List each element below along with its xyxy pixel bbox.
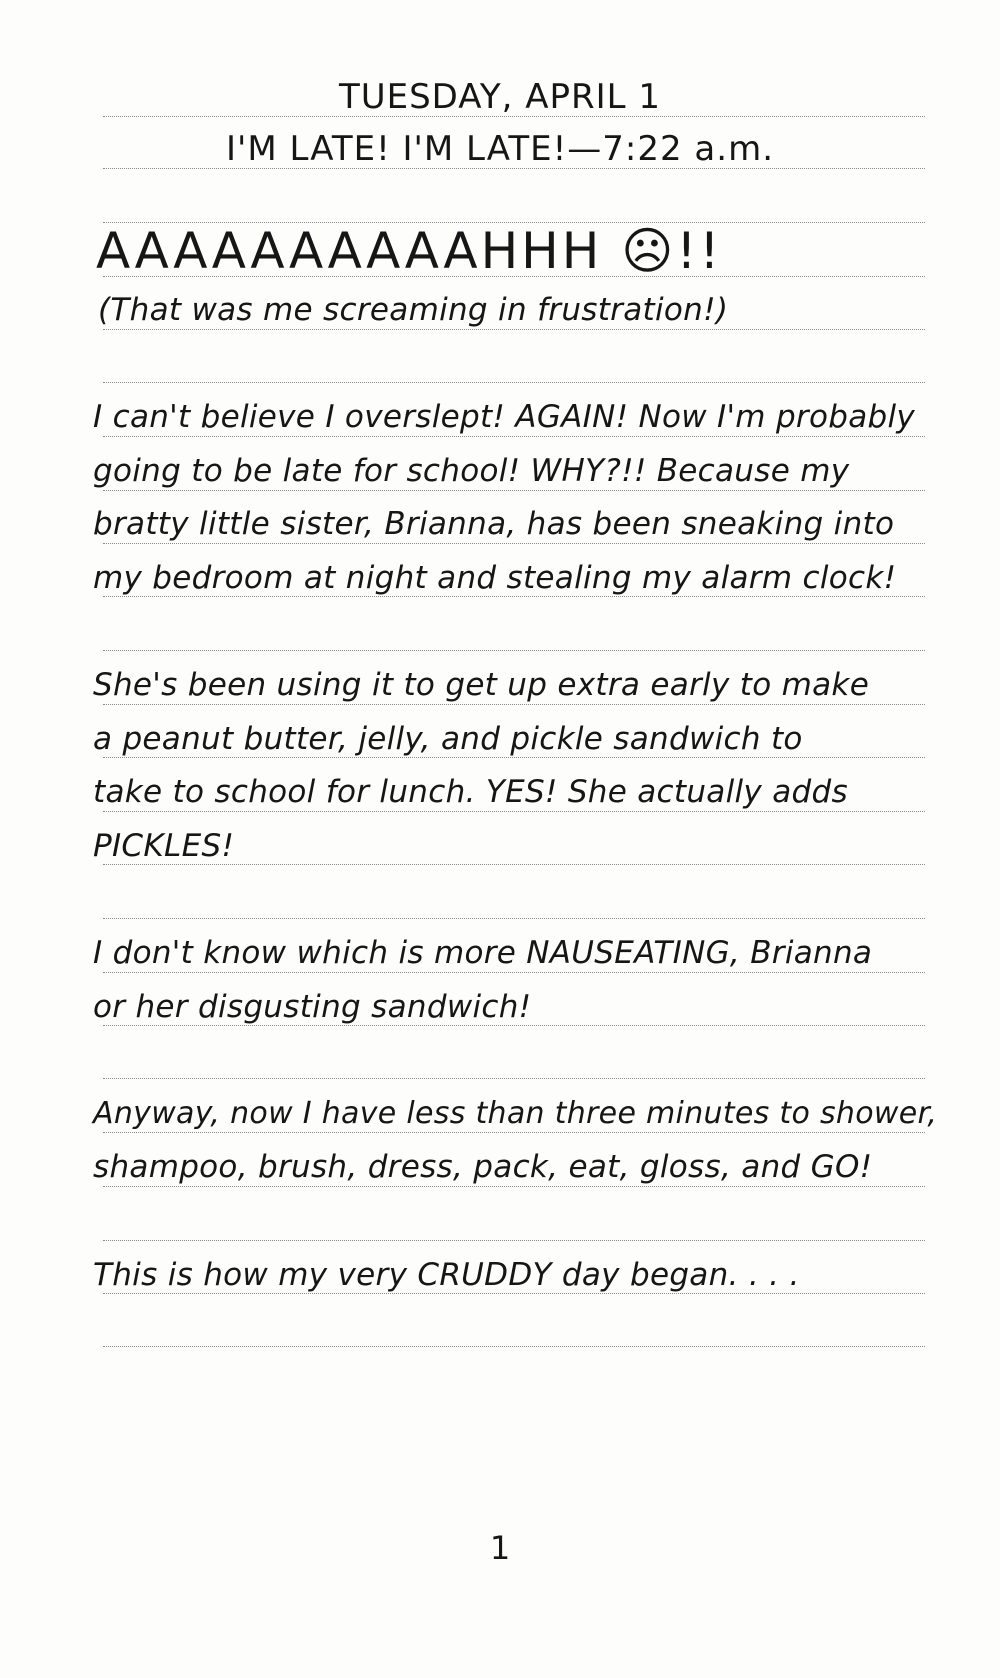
ruled-line — [103, 1186, 925, 1187]
ruled-line — [103, 596, 925, 597]
ruled-line — [103, 972, 925, 973]
ruled-line — [103, 1346, 925, 1347]
paragraph-line: This is how my very CRUDDY day began. . . . — [93, 1257, 800, 1293]
paragraph-line: my bedroom at night and stealing my alarm clock! — [93, 560, 897, 596]
entry-date: TUESDAY, APRIL 1 — [338, 77, 662, 117]
ruled-line — [103, 757, 925, 758]
paragraph-line: take to school for lunch. YES! She actually adds — [93, 774, 848, 810]
ruled-line — [103, 1240, 925, 1241]
ruled-line — [103, 650, 925, 651]
ruled-line — [103, 704, 925, 705]
scream-caption: (That was me screaming in frustration!) — [98, 292, 729, 328]
page-number: 1 — [489, 1529, 511, 1567]
paragraph-line: Anyway, now I have less than three minutes to shower, — [93, 1096, 938, 1131]
entry-title: I'M LATE! I'M LATE!—7:22 a.m. — [225, 129, 774, 169]
ruled-line — [103, 864, 925, 865]
ruled-line — [103, 811, 925, 812]
paragraph-line: a peanut butter, jelly, and pickle sandwich to — [93, 721, 803, 757]
paragraph-line: going to be late for school! WHY?!! Because my — [93, 453, 850, 489]
ruled-line — [103, 918, 925, 919]
ruled-line — [103, 1132, 925, 1133]
paragraph-line: bratty little sister, Brianna, has been sneaking into — [93, 506, 895, 542]
ruled-line — [103, 543, 925, 544]
paragraph-line: I don't know which is more NAUSEATING, Brianna — [93, 935, 873, 971]
ruled-line — [103, 1078, 925, 1079]
paragraph-line: She's been using it to get up extra early to make — [93, 667, 870, 703]
paragraph-line: PICKLES! — [93, 828, 235, 864]
paragraph-line: I can't believe I overslept! AGAIN! Now I'm probably — [93, 399, 916, 435]
ruled-line — [103, 490, 925, 491]
ruled-line — [103, 1025, 925, 1026]
paragraph-line: shampoo, brush, dress, pack, eat, gloss, and GO! — [93, 1149, 873, 1185]
ruled-line — [103, 329, 925, 330]
paragraph-line: or her disgusting sandwich! — [93, 989, 532, 1025]
ruled-line — [103, 1293, 925, 1294]
scream-line: AAAAAAAAAAHHH ☹!! — [96, 222, 723, 280]
ruled-line — [103, 382, 925, 383]
ruled-line — [103, 436, 925, 437]
